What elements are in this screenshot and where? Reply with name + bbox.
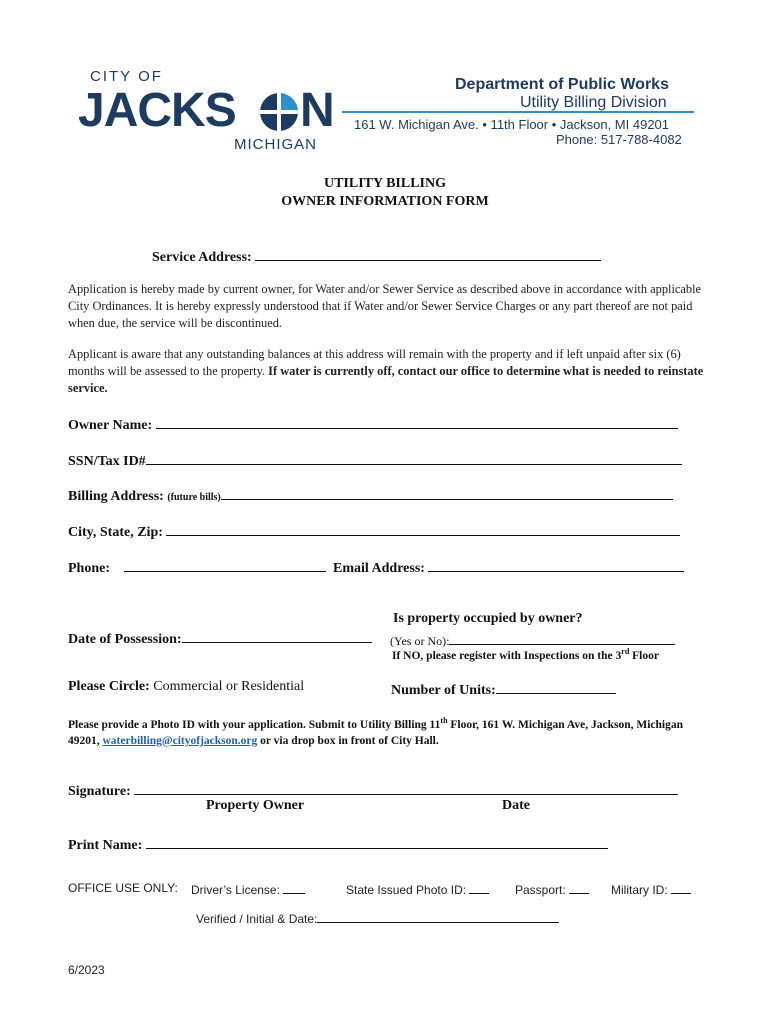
logo-jackson-left: JACKS (78, 84, 236, 137)
date-of-possession-label: Date of Possession: (68, 632, 182, 647)
verified-label: Verified / Initial & Date: (196, 912, 318, 926)
reinstate-note: If water is currently off, contact our office to determine what is needed to reinstate service. (68, 364, 704, 395)
billing-address-note: (future bills) (167, 492, 221, 503)
yes-no-label: (Yes or No): (390, 634, 450, 648)
paragraph-balances (68, 346, 708, 397)
phone-label: Phone: (68, 561, 110, 576)
owner-name-row (68, 414, 678, 434)
drivers-license-row (191, 881, 305, 897)
date-of-possession-field[interactable] (182, 628, 372, 643)
drivers-license-field[interactable] (283, 881, 305, 894)
owner-name-field[interactable] (156, 414, 678, 429)
city-state-zip-field[interactable] (166, 521, 680, 536)
office-use-only-label: OFFICE USE ONLY: (68, 881, 178, 895)
property-owner-caption: Property Owner (206, 798, 305, 813)
military-id-label: Military ID: (611, 883, 668, 897)
city-state-zip-row (68, 521, 680, 541)
email-label: Email Address: (333, 561, 425, 576)
verified-field[interactable] (317, 910, 559, 923)
billing-address-label: Billing Address: (68, 489, 164, 504)
print-name-field[interactable] (146, 834, 608, 849)
number-of-units-row (391, 679, 616, 699)
passport-field[interactable] (569, 881, 589, 894)
logo-jackson-right: N (300, 84, 335, 137)
photo-id-sup: th (440, 716, 448, 725)
number-of-units-field[interactable] (496, 679, 616, 694)
logo-o-mark-icon (258, 91, 300, 133)
signature-row (68, 780, 678, 800)
if-no-sup: rd (621, 647, 630, 656)
number-of-units-label: Number of Units: (391, 683, 496, 698)
military-id-field[interactable] (671, 881, 691, 894)
if-no-note (392, 647, 659, 662)
division-name: Utility Billing Division (520, 94, 667, 111)
photo-id-note (68, 713, 708, 749)
service-address-field[interactable] (255, 246, 601, 261)
billing-email-link[interactable]: waterbilling@cityofjackson.org (102, 734, 258, 747)
balances-text: Applicant is aware that any outstanding balances at this address will remain with the property and if left unpaid after six (6) months will be assessed to the property. (68, 347, 681, 378)
yes-no-field[interactable] (449, 630, 675, 645)
form-title-line1: UTILITY BILLING (323, 176, 447, 191)
if-no-text: If NO, please register with Inspections on the 3 (392, 649, 622, 662)
drivers-license-label: Driver’s License: (191, 883, 280, 897)
signature-field[interactable] (134, 780, 678, 795)
ssn-field[interactable] (146, 450, 682, 465)
email-field[interactable] (428, 557, 684, 572)
dept-title: Department of Public Works (455, 76, 669, 93)
verified-row (196, 910, 559, 926)
print-name-label: Print Name: (68, 838, 143, 853)
form-title-line2: OWNER INFORMATION FORM (281, 194, 489, 209)
logo-city-of: CITY OF (90, 68, 163, 85)
logo (78, 68, 340, 156)
date-caption: Date (502, 798, 530, 813)
occupied-question: Is property occupied by owner? (393, 611, 583, 626)
photo-id-address: Floor, 161 W. Michigan Ave, Jackson, Michigan 49201, (68, 718, 683, 747)
footer-date: 6/2023 (68, 963, 105, 977)
billing-address-field[interactable] (221, 485, 673, 500)
passport-row (515, 881, 589, 897)
passport-label: Passport: (515, 883, 566, 897)
service-address-label: Service Address: (152, 250, 252, 265)
photo-id-dropbox: or via drop box in front of City Hall. (257, 734, 439, 747)
if-no-floor: Floor (629, 649, 659, 662)
service-address-row (152, 246, 601, 266)
logo-michigan: MICHIGAN (234, 136, 317, 153)
print-name-row (68, 834, 608, 854)
paragraph-service-terms: Application is hereby made by current owner, for Water and/or Sewer Service as described above in accordance with applicable City Ordinances. It is hereby expressly understood that if Water and/or Sewer Service Charges or any part thereof are not paid when due, the service will be discontinued. (68, 282, 702, 330)
state-photo-id-label: State Issued Photo ID: (346, 883, 467, 897)
military-id-row (611, 881, 691, 897)
state-photo-id-field[interactable] (469, 881, 489, 894)
phone-email-row (68, 557, 684, 577)
city-state-zip-label: City, State, Zip: (68, 525, 163, 540)
please-circle-row (68, 679, 304, 695)
dept-phone: Phone: 517-788-4082 (556, 132, 682, 147)
billing-address-row (68, 485, 673, 505)
phone-field[interactable] (124, 557, 326, 572)
state-photo-id-row (346, 881, 489, 897)
form-title (0, 175, 770, 211)
date-of-possession-row (68, 628, 372, 648)
dept-address: 161 W. Michigan Ave. • 11th Floor • Jackson, MI 49201 (354, 117, 670, 132)
ssn-row (68, 450, 682, 470)
photo-id-text: Please provide a Photo ID with your application. Submit to Utility Billing 11 (68, 718, 441, 731)
signature-label: Signature: (68, 784, 131, 799)
owner-name-label: Owner Name: (68, 418, 153, 433)
please-circle-label: Please Circle: (68, 679, 150, 694)
property-type-options[interactable]: Commercial or Residential (149, 679, 305, 694)
ssn-label: SSN/Tax ID# (68, 454, 146, 469)
